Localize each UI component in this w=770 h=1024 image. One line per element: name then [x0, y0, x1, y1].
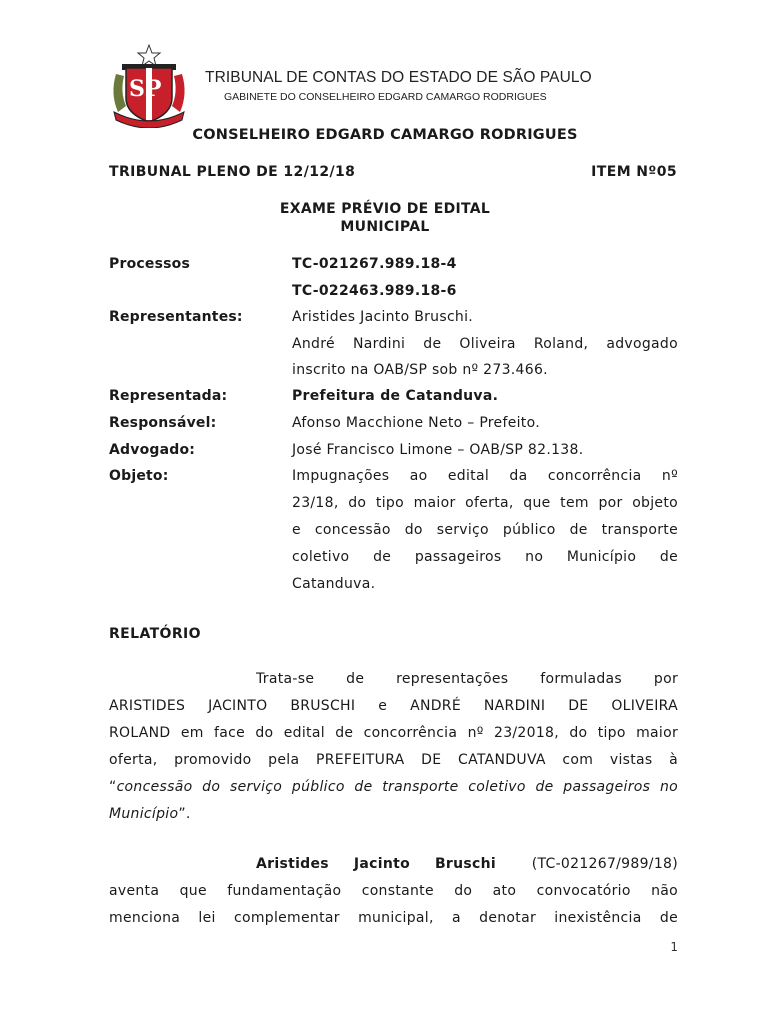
processo-1: TC-021267.989.18-4	[292, 256, 457, 272]
sao-paulo-crest-icon	[108, 44, 190, 128]
representative-name	[256, 851, 496, 878]
paragraph-line: aventa que fundamentação constante do ato convocatório não	[109, 883, 678, 899]
paragraph-line	[109, 774, 678, 801]
advogado-label: Advogado:	[109, 442, 196, 458]
close-quote: ”.	[178, 806, 191, 822]
responsavel-label: Responsável:	[109, 415, 217, 431]
paragraph-line: ROLAND em face do edital de concorrência nº 23/2018, do tipo maior	[109, 725, 678, 741]
exam-title-line1: EXAME PRÉVIO DE EDITAL	[279, 201, 491, 217]
objeto-line: Impugnações ao edital da concorrência nº	[292, 468, 678, 484]
processos-label: Processos	[109, 256, 190, 272]
paragraph-line: Trata-se de representações formuladas por	[256, 671, 678, 687]
cabinet-name: GABINETE DO CONSELHEIRO EDGARD CAMARGO RODRIGUES	[224, 91, 547, 103]
paragraph-line	[109, 801, 678, 828]
councillor-title: CONSELHEIRO EDGARD CAMARGO RODRIGUES	[192, 127, 578, 143]
process-reference: (TC-021267/989/18)	[531, 856, 678, 872]
paragraph-line: oferta, promovido pela PREFEITURA DE CATANDUVA com vistas à	[109, 752, 678, 768]
advogado-value: José Francisco Limone – OAB/SP 82.138.	[292, 442, 584, 458]
representative-name-text: Aristides Jacinto Bruschi	[256, 856, 496, 872]
quoted-object-text: concessão do serviço público de transporte coletivo de passageiros no	[116, 779, 678, 795]
paragraph-line: menciona lei complementar municipal, a denotar inexistência de	[109, 910, 678, 926]
relatorio-heading: RELATÓRIO	[109, 626, 201, 642]
objeto-line: e concessão do serviço público de transporte	[292, 522, 678, 538]
paragraph-line: ARISTIDES JACINTO BRUSCHI e ANDRÉ NARDINI DE OLIVEIRA	[109, 698, 678, 714]
objeto-label: Objeto:	[109, 468, 169, 484]
item-number: ITEM Nº05	[591, 164, 677, 180]
representante-2-line1: André Nardini de Oliveira Roland, advogado	[292, 336, 678, 352]
open-quote: “	[109, 779, 117, 795]
quoted-object-text-end: Município	[109, 806, 179, 822]
representada-value: Prefeitura de Catanduva.	[292, 388, 499, 404]
crest-letters: SP	[129, 76, 162, 102]
report-paragraph-1	[109, 666, 678, 828]
objeto-line: Catanduva.	[292, 576, 376, 592]
exam-title	[0, 200, 770, 236]
objeto-line: 23/18, do tipo maior oferta, que tem por objeto	[292, 495, 678, 511]
exam-title-line2: MUNICIPAL	[340, 219, 430, 235]
representante-1: Aristides Jacinto Bruschi.	[292, 309, 474, 325]
report-paragraph-2	[109, 851, 678, 932]
representada-label: Representada:	[109, 388, 228, 404]
representante-2-line2: inscrito na OAB/SP sob nº 273.466.	[292, 362, 548, 378]
session-title: TRIBUNAL PLENO DE 12/12/18	[109, 164, 356, 180]
representantes-label: Representantes:	[109, 309, 243, 325]
objeto-line: coletivo de passageiros no Município de	[292, 549, 678, 565]
paragraph-line	[256, 851, 678, 878]
processo-2: TC-022463.989.18-6	[292, 283, 457, 299]
institution-name: TRIBUNAL DE CONTAS DO ESTADO DE SÃO PAULO	[205, 69, 592, 86]
responsavel-value: Afonso Macchione Neto – Prefeito.	[292, 415, 540, 431]
page-number: 1	[670, 940, 678, 954]
